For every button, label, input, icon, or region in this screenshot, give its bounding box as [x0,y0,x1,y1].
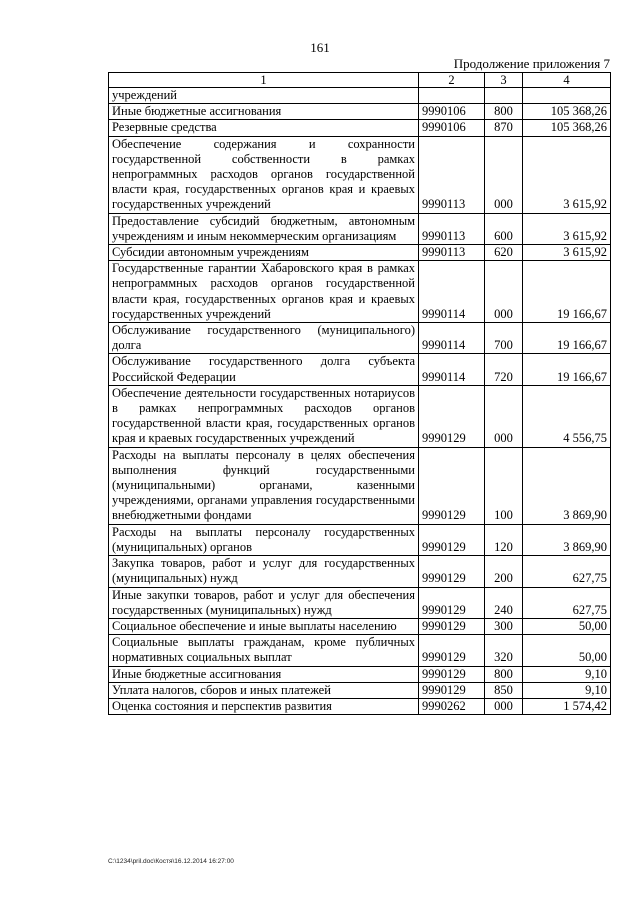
row-name-cell: Субсидии автономным учреждениям [109,245,419,261]
table-row [109,698,611,714]
row-code-cell: 9990262 [419,698,485,714]
row-kvr-cell: 800 [485,104,523,120]
row-kvr-cell: 800 [485,666,523,682]
row-code-cell: 9990129 [419,524,485,555]
row-name-cell: Расходы на выплаты персоналу в целях обеспечения выполнения функций государственными (муниципальными) органами, казенными учреждениями, органами управления государственными внебюджетными фондами [109,447,419,524]
table-row [109,104,611,120]
table-row [109,447,611,524]
table-row [109,556,611,587]
row-kvr-cell: 000 [485,385,523,447]
row-name-cell: Резервные средства [109,120,419,136]
table-row [109,88,611,104]
row-code-cell: 9990113 [419,136,485,213]
table-row [109,323,611,354]
row-code-cell: 9990129 [419,385,485,447]
header-row [109,73,611,88]
row-sum-cell: 9,10 [523,682,611,698]
row-code-cell: 9990129 [419,618,485,634]
row-code-cell: 9990106 [419,104,485,120]
table-row [109,120,611,136]
row-sum-cell: 3 869,90 [523,524,611,555]
table-row [109,136,611,213]
table-row [109,245,611,261]
row-kvr-cell: 620 [485,245,523,261]
row-sum-cell: 1 574,42 [523,698,611,714]
row-sum-cell: 50,00 [523,618,611,634]
row-code-cell: 9990114 [419,323,485,354]
row-name-cell: Закупка товаров, работ и услуг для государственных (муниципальных) нужд [109,556,419,587]
row-sum-cell: 19 166,67 [523,354,611,385]
row-code-cell: 9990129 [419,587,485,618]
row-sum-cell: 50,00 [523,635,611,666]
row-name-cell: Социальное обеспечение и иные выплаты населению [109,618,419,634]
row-code-cell: 9990129 [419,556,485,587]
row-name-cell: Социальные выплаты гражданам, кроме публичных нормативных социальных выплат [109,635,419,666]
row-kvr-cell: 700 [485,323,523,354]
table-row [109,618,611,634]
row-kvr-cell: 600 [485,213,523,244]
row-kvr-cell: 000 [485,261,523,323]
table-row [109,524,611,555]
row-kvr-cell [485,88,523,104]
row-sum-cell: 105 368,26 [523,104,611,120]
header-col-2: 2 [419,73,485,88]
row-sum-cell [523,88,611,104]
row-code-cell: 9990129 [419,682,485,698]
row-kvr-cell: 720 [485,354,523,385]
row-code-cell: 9990129 [419,635,485,666]
row-name-cell: Предоставление субсидий бюджетным, автономным учреждениям и иным некоммерческим организациям [109,213,419,244]
row-name-cell: Уплата налогов, сборов и иных платежей [109,682,419,698]
continuation-label: Продолжение приложения 7 [453,56,610,71]
row-sum-cell: 3 869,90 [523,447,611,524]
row-name-cell: Государственные гарантии Хабаровского края в рамках непрограммных расходов органов государственной власти края, государственных органов края и краевых государственных учреждений [109,261,419,323]
row-name-cell: Расходы на выплаты персоналу государственных (муниципальных) органов [109,524,419,555]
row-code-cell: 9990106 [419,120,485,136]
row-sum-cell: 627,75 [523,587,611,618]
row-kvr-cell: 320 [485,635,523,666]
table-row [109,385,611,447]
row-sum-cell: 3 615,92 [523,136,611,213]
row-kvr-cell: 200 [485,556,523,587]
row-name-cell: Обеспечение содержания и сохранности государственной собственности в рамках непрограммных расходов органов государственной власти края, государственных органов края и краевых государственных учреждений [109,136,419,213]
row-name-cell: Иные бюджетные ассигнования [109,104,419,120]
row-kvr-cell: 000 [485,136,523,213]
header-col-3: 3 [485,73,523,88]
row-name-cell: Обслуживание государственного долга субъекта Российской Федерации [109,354,419,385]
row-sum-cell: 9,10 [523,666,611,682]
row-code-cell: 9990129 [419,447,485,524]
table-row [109,682,611,698]
row-name-cell: учреждений [109,88,419,104]
row-sum-cell: 19 166,67 [523,323,611,354]
header-col-1: 1 [109,73,419,88]
budget-table [108,72,611,715]
row-kvr-cell: 850 [485,682,523,698]
row-sum-cell: 3 615,92 [523,245,611,261]
row-name-cell: Обеспечение деятельности государственных нотариусов в рамках непрограммных расходов органов государственной власти края, государственных органов края и краевых государственных учреждений [109,385,419,447]
table-row [109,354,611,385]
row-name-cell: Иные закупки товаров, работ и услуг для обеспечения государственных (муниципальных) нужд [109,587,419,618]
row-kvr-cell: 870 [485,120,523,136]
row-name-cell: Обслуживание государственного (муниципального) долга [109,323,419,354]
table-row [109,261,611,323]
page-number: 161 [310,40,330,55]
header-col-4: 4 [523,73,611,88]
row-kvr-cell: 000 [485,698,523,714]
row-code-cell: 9990114 [419,354,485,385]
row-name-cell: Иные бюджетные ассигнования [109,666,419,682]
row-sum-cell: 19 166,67 [523,261,611,323]
row-sum-cell: 4 556,75 [523,385,611,447]
row-code-cell: 9990113 [419,213,485,244]
table-row [109,587,611,618]
row-kvr-cell: 120 [485,524,523,555]
row-code-cell: 9990129 [419,666,485,682]
row-name-cell: Оценка состояния и перспектив развития [109,698,419,714]
row-kvr-cell: 240 [485,587,523,618]
row-sum-cell: 627,75 [523,556,611,587]
file-path-footer: C:\1234\pril.doc\Костя\16.12.2014 16:27:00 [108,858,234,865]
table-row [109,666,611,682]
table-body [109,88,611,715]
row-kvr-cell: 300 [485,618,523,634]
table-row [109,635,611,666]
row-kvr-cell: 100 [485,447,523,524]
row-sum-cell: 105 368,26 [523,120,611,136]
row-sum-cell: 3 615,92 [523,213,611,244]
row-code-cell: 9990113 [419,245,485,261]
row-code-cell: 9990114 [419,261,485,323]
row-code-cell [419,88,485,104]
table-row [109,213,611,244]
